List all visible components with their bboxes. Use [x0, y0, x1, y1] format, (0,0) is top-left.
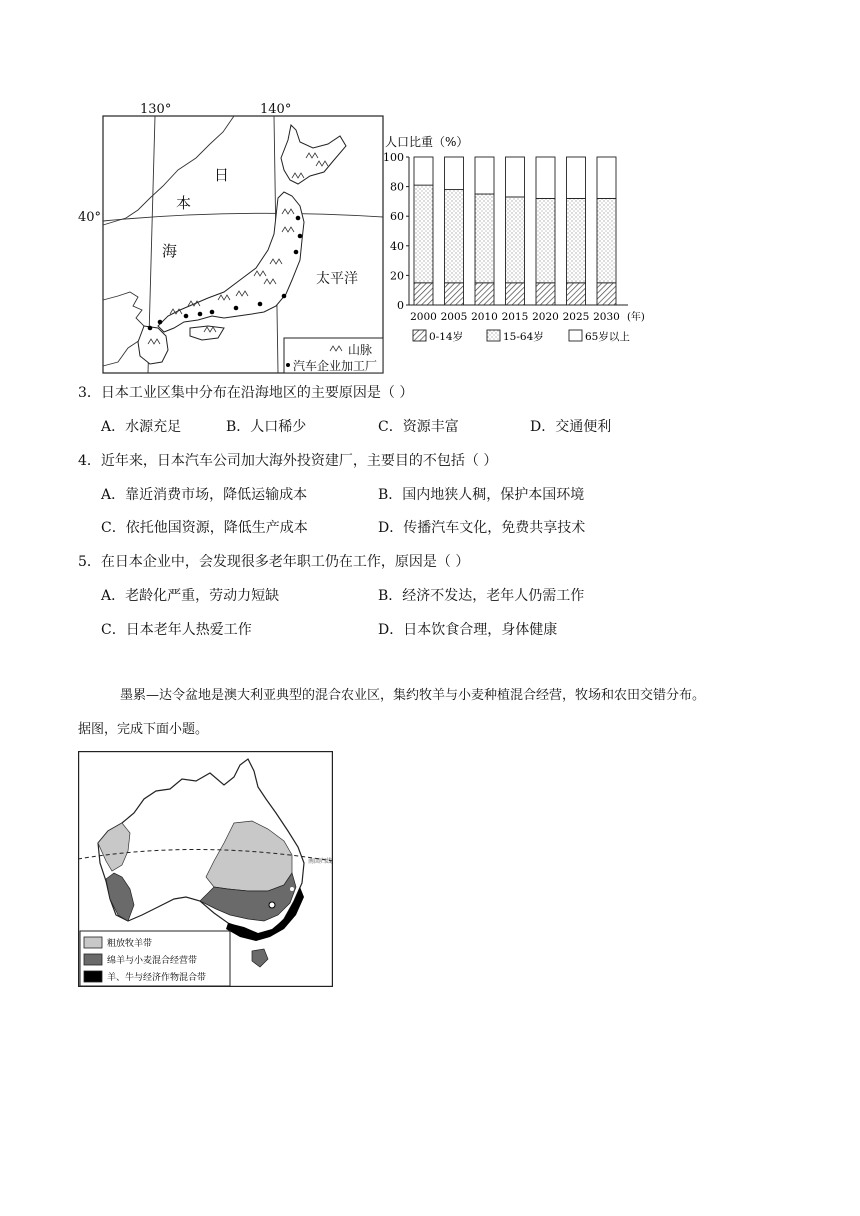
legend-swatch-1	[413, 330, 426, 341]
legend-factory-label: 汽车企业加工厂	[293, 359, 378, 373]
q5-option-c: C．日本老年人热爱工作	[101, 622, 252, 638]
q4-option-d: D．传播汽车文化，免费共享技术	[378, 520, 586, 536]
australia-map-svg	[78, 751, 333, 987]
legend-swatch-mixed	[84, 971, 102, 982]
bar-segment-2	[597, 198, 616, 282]
legend-label-3: 65岁以上	[585, 331, 630, 343]
japan-map	[78, 100, 388, 375]
sea-char-3: 海	[162, 242, 178, 260]
x-tick-label: 2030	[593, 311, 620, 323]
tropic-label: 南回归线	[308, 858, 333, 865]
q5-option-d: D．日本饮食合理，身体健康	[378, 622, 558, 638]
legend-label-extensive: 粗放牧羊带	[107, 939, 153, 949]
q4-option-b: B．国内地狭人稠，保护本国环境	[378, 487, 585, 503]
x-tick-label: 2005	[440, 311, 468, 323]
q3-option-a: A．水源充足	[101, 419, 182, 435]
legend-swatch-extensive	[84, 937, 102, 948]
x-tick-label: 2015	[501, 311, 529, 323]
lon-label-140: 140°	[260, 102, 292, 117]
sea-char-2: 本	[176, 194, 192, 212]
y-tick-label: 20	[390, 269, 404, 283]
legend-mountain-label: 山脉	[348, 343, 373, 357]
city-marker	[269, 902, 275, 908]
passage-line-2: 据图，完成下面小题。	[78, 722, 209, 737]
y-tick-label: 60	[390, 210, 404, 224]
chart-ylabel: 人口比重（%）	[385, 135, 469, 149]
x-tick-label: 2020	[532, 311, 559, 323]
y-tick-label: 0	[397, 299, 404, 312]
parallel-40	[103, 213, 383, 221]
q4-option-a: A．靠近消费市场，降低运输成本	[101, 487, 308, 503]
population-chart	[383, 128, 673, 353]
bar-segment-3	[536, 157, 555, 198]
city-marker	[290, 887, 294, 891]
bar-segment-3	[567, 157, 586, 198]
passage-line-1: 墨累—达令盆地是澳大利亚典型的混合农业区，集约牧羊与小麦种植混合经营，牧场和农田交错分布。	[120, 688, 706, 703]
bar-segment-1	[445, 283, 464, 305]
y-tick-label: 80	[390, 180, 404, 194]
legend-factory-icon	[286, 363, 290, 367]
shikoku	[190, 326, 224, 340]
sea-char-1: 日	[214, 166, 230, 184]
legend-label-sheep-wheat: 绵羊与小麦混合经营带	[107, 956, 198, 966]
ocean-label: 太平洋	[316, 271, 358, 287]
q4-option-c: C．依托他国资源，降低生产成本	[101, 520, 308, 536]
bar-segment-3	[414, 157, 433, 185]
y-tick-label: 100	[383, 151, 404, 164]
x-tick-label: 2025	[562, 311, 590, 323]
legend-swatch-2	[487, 330, 500, 341]
q5-stem: 5．在日本企业中，会发现很多老年职工仍在工作，原因是（ ）	[78, 554, 470, 570]
bar-segment-2	[567, 198, 586, 282]
bar-segment-3	[445, 157, 464, 190]
q4-stem: 4．近年来，日本汽车公司加大海外投资建厂，主要目的不包括（ ）	[78, 453, 498, 469]
legend-label-2: 15-64岁	[503, 331, 544, 343]
lat-label-40: 40°	[78, 210, 102, 225]
japan-map-svg	[78, 100, 388, 375]
population-chart-svg	[383, 128, 673, 353]
australia-map	[78, 751, 333, 987]
chart-xlabel: (年)	[627, 312, 645, 323]
q3-option-b: B．人口稀少	[226, 419, 307, 435]
legend-label-1: 0-14岁	[429, 331, 464, 343]
bar-segment-2	[536, 198, 555, 282]
y-tick-label: 40	[390, 239, 404, 253]
bar-segment-1	[475, 283, 494, 305]
bar-segment-1	[567, 283, 586, 305]
q5-option-a: A．老龄化严重，劳动力短缺	[101, 588, 280, 604]
q3-stem: 3．日本工业区集中分布在沿海地区的主要原因是（ ）	[78, 385, 414, 401]
lon-label-130: 130°	[140, 102, 172, 117]
bar-segment-1	[597, 283, 616, 305]
bar-segment-2	[506, 197, 525, 283]
bar-segment-2	[445, 190, 464, 283]
legend-swatch-sheep-wheat	[84, 954, 102, 965]
legend-label-mixed: 羊、牛与经济作物混合带	[107, 973, 207, 983]
korea-coast	[103, 292, 144, 366]
q3-option-c: C．资源丰富	[378, 419, 459, 435]
bar-segment-3	[506, 157, 525, 197]
x-tick-label: 2010	[471, 311, 498, 323]
hokkaido	[281, 125, 346, 184]
bar-segment-2	[414, 185, 433, 283]
bar-segment-2	[475, 194, 494, 283]
q3-option-d: D．交通便利	[530, 419, 612, 435]
bar-segment-1	[536, 283, 555, 305]
bar-segment-1	[506, 283, 525, 305]
bar-segment-3	[475, 157, 494, 194]
x-tick-label: 2000	[410, 311, 437, 323]
bar-segment-3	[597, 157, 616, 198]
q5-option-b: B．经济不发达，老年人仍需工作	[378, 588, 585, 604]
legend-swatch-3	[569, 330, 582, 341]
bar-segment-1	[414, 283, 433, 305]
